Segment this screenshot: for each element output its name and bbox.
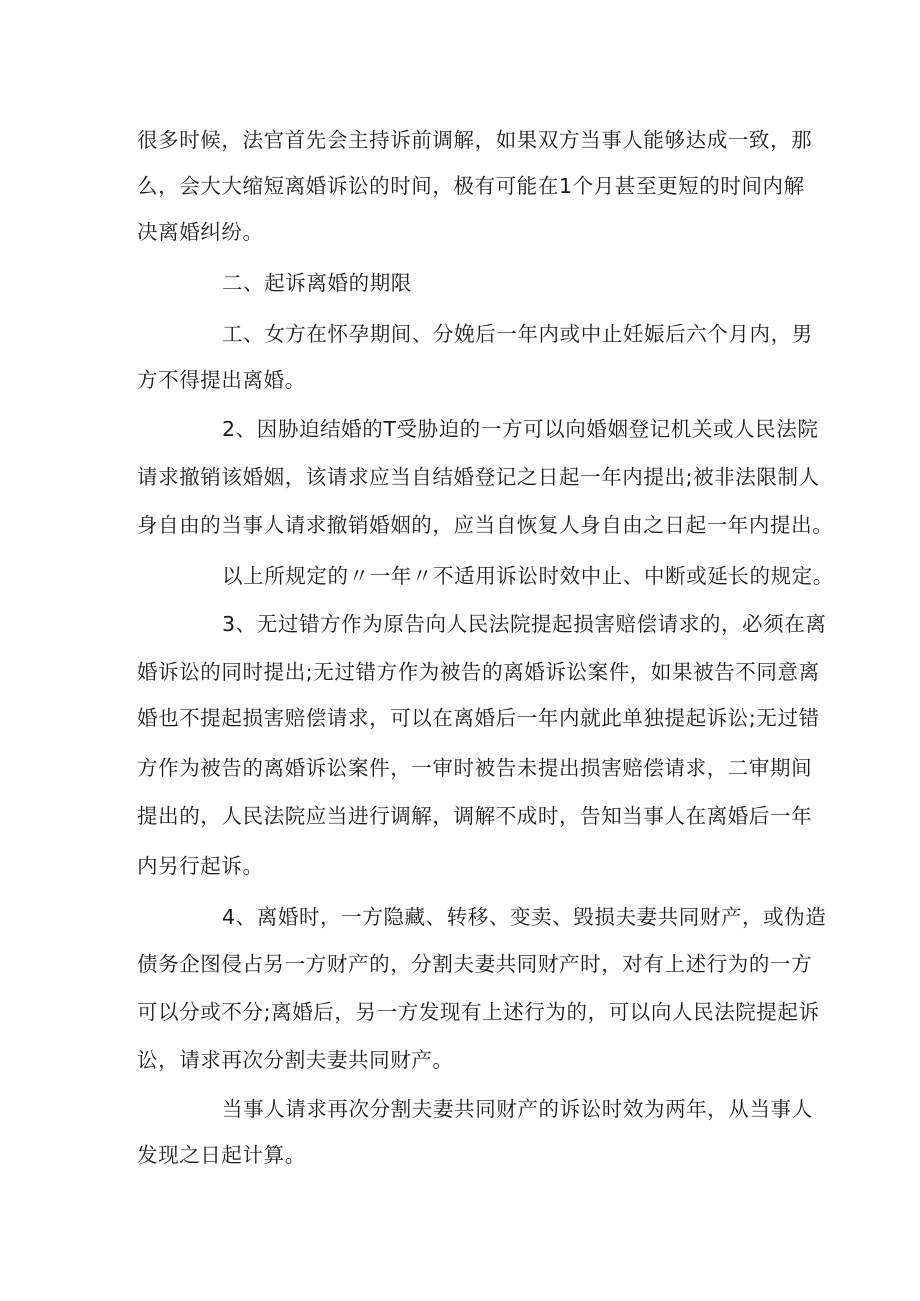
paragraph-line: 很多时候，法官首先会主持诉前调解，如果双方当事人能够达成一致，那 <box>137 128 813 152</box>
paragraph-line: 2、因胁迫结婚的T受胁迫的一方可以向婚姻登记机关或人民法院 <box>222 417 819 441</box>
paragraph-line: 以上所规定的〃一年〃不适用诉讼时效中止、中断或延长的规定。 <box>222 564 834 588</box>
paragraph-line: 可以分或不分;离婚后，另一方发现有上述行为的，可以向人民法院提起诉 <box>137 1000 820 1024</box>
paragraph-line: 方作为被告的离婚诉讼案件，一审时被告未提出损害赔偿请求，二审期间 <box>137 756 813 780</box>
paragraph-line: 么，会大大缩短离婚诉讼的时间，极有可能在1个月甚至更短的时间内解 <box>137 174 805 198</box>
paragraph-line: 债务企图侵占另一方财产的，分割夫妻共同财产时，对有上述行为的一方 <box>137 952 813 976</box>
paragraph-line: 身自由的当事人请求撤销婚姻的，应当自恢复人身自由之日起一年内提出。 <box>137 513 834 537</box>
paragraph-line: 请求撤销该婚姻，该请求应当自结婚登记之日起一年内提出;被非法限制人 <box>137 465 820 489</box>
paragraph-line: 发现之日起计算。 <box>137 1143 306 1167</box>
paragraph-line: 内另行起诉。 <box>137 854 264 878</box>
section-heading: 二、起诉离婚的期限 <box>222 271 412 295</box>
paragraph-line: 决离婚纠纷。 <box>137 220 264 244</box>
paragraph-line: 当事人请求再次分割夫妻共同财产的诉讼时效为两年，从当事人 <box>222 1097 813 1121</box>
paragraph-line: 工、女方在怀孕期间、分娩后一年内或中止妊娠后六个月内，男 <box>222 322 813 346</box>
paragraph-line: 4、离婚时，一方隐藏、转移、变卖、毁损夫妻共同财产，或伪造 <box>222 905 827 929</box>
paragraph-line: 3、无过错方作为原告向人民法院提起损害赔偿请求的，必须在离 <box>222 612 827 636</box>
paragraph-line: 方不得提出离婚。 <box>137 368 306 392</box>
paragraph-line: 提出的，人民法院应当进行调解，调解不成时，告知当事人在离婚后一年 <box>137 804 813 828</box>
paragraph-line: 讼，请求再次分割夫妻共同财产。 <box>137 1048 454 1072</box>
paragraph-line: 婚诉讼的同时提出;无过错方作为被告的离婚诉讼案件，如果被告不同意离 <box>137 660 820 684</box>
paragraph-line: 婚也不提起损害赔偿请求，可以在离婚后一年内就此单独提起诉讼;无过错 <box>137 706 820 730</box>
